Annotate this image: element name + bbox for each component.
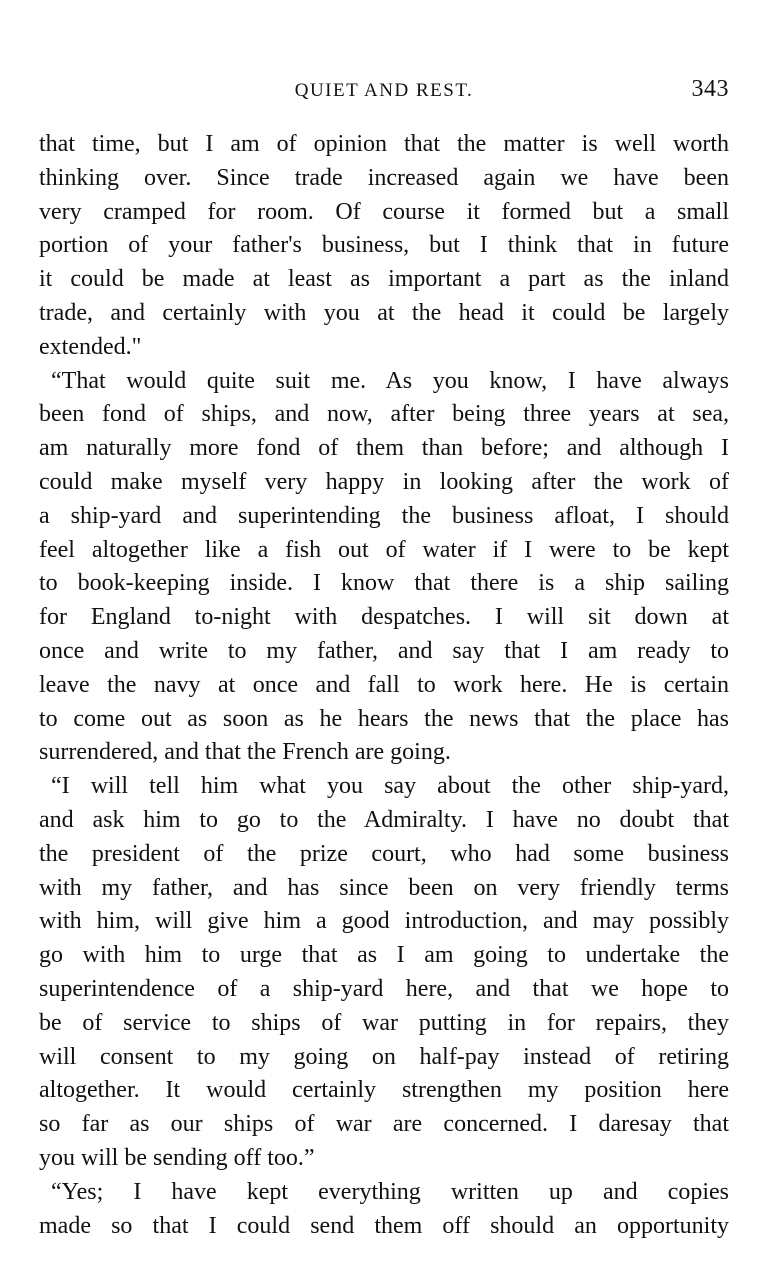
text-line: and ask him to go to the Admiralty. I have no doubt that	[39, 806, 729, 833]
text-line: been fond of ships, and now, after being three years at sea,	[39, 401, 729, 428]
running-title: QUIET AND REST.	[294, 80, 474, 101]
page-header	[39, 76, 729, 110]
text-line: leave the navy at once and fall to work here. He is certain	[39, 671, 729, 698]
page-number: 343	[691, 76, 729, 102]
text-line: superintendence of a ship-yard here, and that we hope to	[39, 975, 729, 1002]
text-line: could make myself very happy in looking after the work of	[39, 468, 729, 495]
text-line: you will be sending off too.”	[39, 1144, 315, 1171]
text-line: thinking over. Since trade increased again we have been	[39, 164, 729, 191]
text-line: surrendered, and that the French are going.	[39, 739, 451, 766]
text-line: for England to-night with despatches. I will sit down at	[39, 604, 729, 631]
text-line: made so that I could send them off should an opportunity	[39, 1212, 729, 1239]
text-line: “Yes; I have kept everything written up and copies	[51, 1178, 729, 1205]
text-line: to book-keeping inside. I know that there is a ship sailing	[39, 570, 729, 597]
text-line: “I will tell him what you say about the other ship-yard,	[51, 773, 729, 800]
text-line: that time, but I am of opinion that the matter is well worth	[39, 131, 729, 157]
text-line: go with him to urge that as I am going to undertake the	[39, 942, 729, 969]
text-line: with my father, and has since been on very friendly terms	[39, 874, 729, 901]
text-line: the president of the prize court, who had some business	[39, 840, 729, 867]
text-line: to come out as soon as he hears the news that the place has	[39, 705, 729, 732]
text-line: portion of your father's business, but I think that in future	[39, 232, 729, 259]
text-line: feel altogether like a fish out of water if I were to be kept	[39, 536, 729, 563]
text-line: altogether. It would certainly strengthen my position here	[39, 1077, 729, 1104]
text-line: am naturally more fond of them than before; and although I	[39, 435, 729, 462]
paragraph-4	[39, 1176, 729, 1244]
text-line: a ship-yard and superintending the business afloat, I should	[39, 502, 729, 529]
text-line: extended."	[39, 333, 142, 360]
body-text	[39, 128, 729, 1243]
paragraph-1	[39, 128, 729, 365]
text-line: very cramped for room. Of course it formed but a small	[39, 198, 729, 225]
paragraph-2	[39, 365, 729, 771]
text-line: trade, and certainly with you at the head it could be largely	[39, 299, 729, 326]
paragraph-3	[39, 770, 729, 1176]
text-line: will consent to my going on half-pay instead of retiring	[39, 1043, 729, 1070]
text-line: so far as our ships of war are concerned. I daresay that	[39, 1111, 729, 1138]
text-line: “That would quite suit me. As you know, I have always	[51, 367, 729, 394]
text-line: once and write to my father, and say that I am ready to	[39, 637, 729, 664]
text-line: it could be made at least as important a part as the inland	[39, 266, 729, 293]
text-line: be of service to ships of war putting in for repairs, they	[39, 1009, 729, 1036]
text-line: with him, will give him a good introduction, and may possibly	[39, 908, 729, 935]
